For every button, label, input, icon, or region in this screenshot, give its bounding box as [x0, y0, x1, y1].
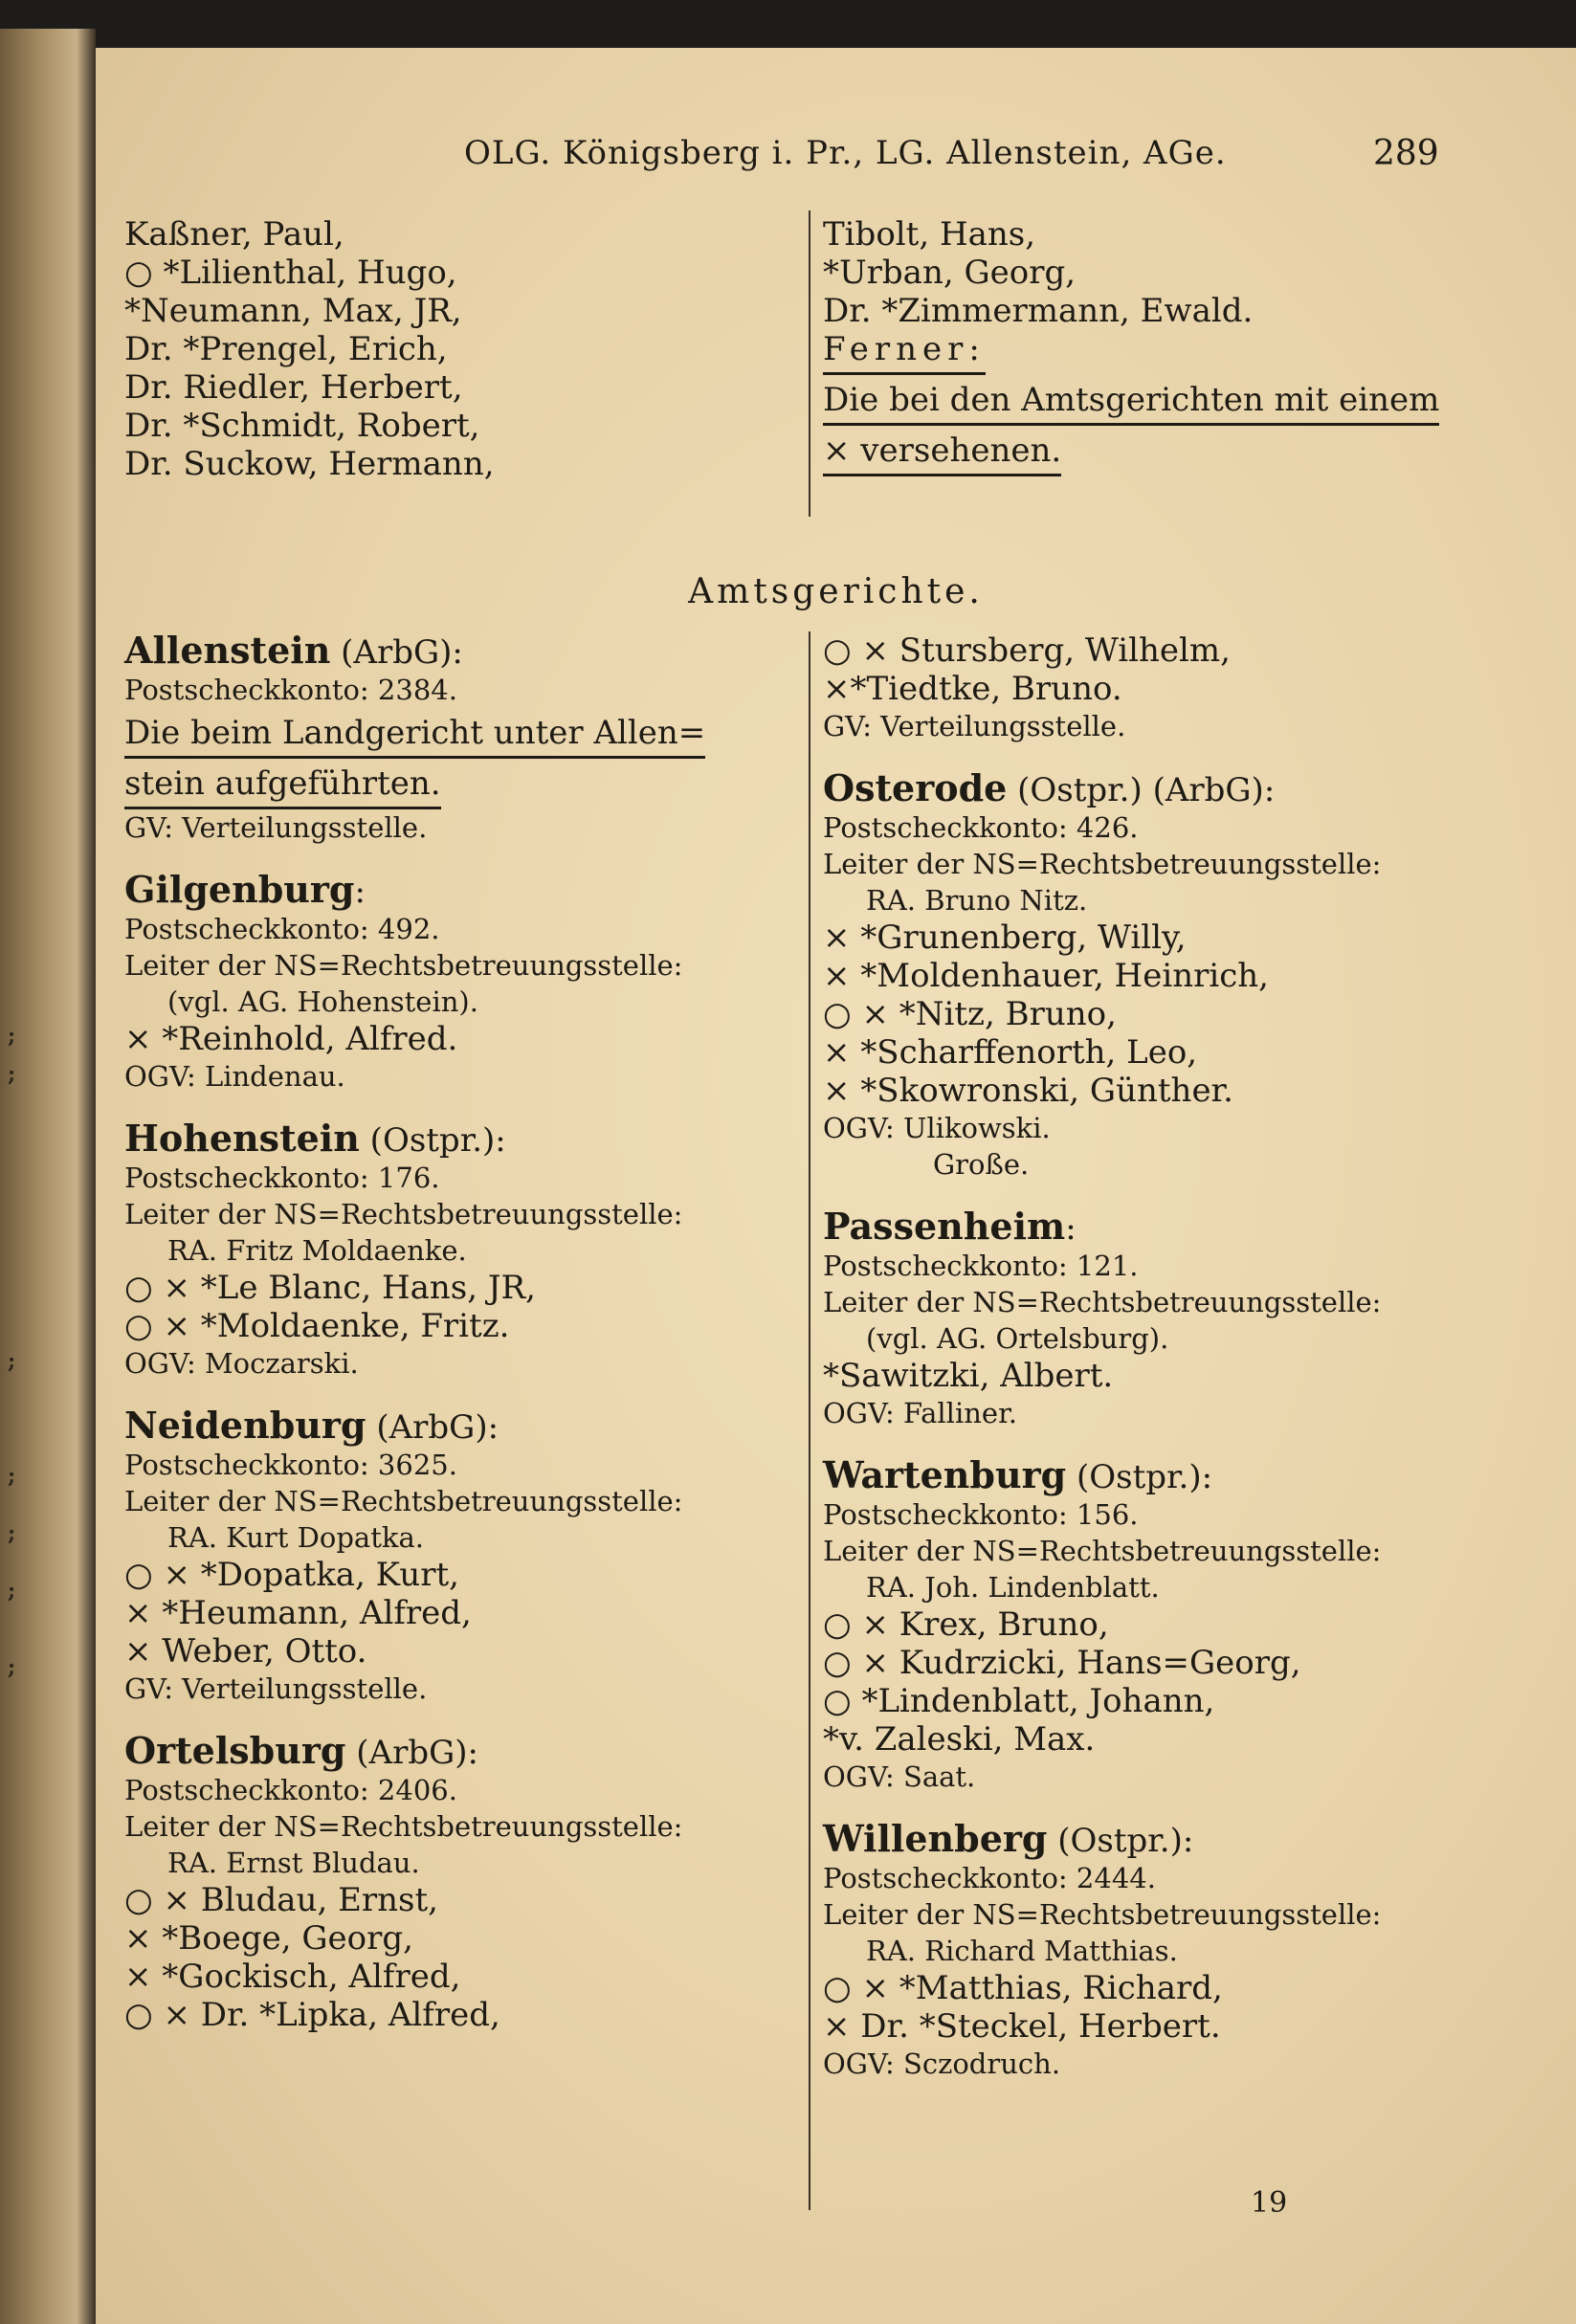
- ogv: OGV: Moczarski.: [124, 1347, 359, 1380]
- member: ○ × *Le Blanc, Hans, JR,: [124, 1269, 536, 1307]
- leiter: Leiter der NS=Rechtsbetreuungsstelle:: [124, 1198, 683, 1230]
- document-page: [96, 48, 1576, 2324]
- book-spine: [0, 29, 96, 2324]
- list-item: Dr. *Zimmermann, Ewald.: [823, 292, 1254, 330]
- leiter: Leiter der NS=Rechtsbetreuungsstelle:: [124, 1810, 683, 1843]
- list-item: Dr. Suckow, Hermann,: [124, 445, 495, 483]
- column-divider: [809, 210, 810, 517]
- court-name: Wartenburg: [823, 1453, 1067, 1496]
- konto: Postscheckkonto: 176.: [124, 1162, 440, 1194]
- leiter: Leiter der NS=Rechtsbetreuungsstelle:: [823, 1286, 1382, 1318]
- list-item: Kaßner, Paul,: [124, 215, 344, 254]
- note-text: Die bei den Amtsgerichten mit einem: [823, 381, 1439, 426]
- court-suffix: (Ostpr.):: [359, 1121, 506, 1160]
- ferner-text: Ferner:: [823, 330, 986, 375]
- court-name: Ortelsburg: [124, 1729, 346, 1772]
- header-title: OLG. Königsberg i. Pr., LG. Allenstein, AGe.: [464, 134, 1227, 172]
- note-line: [823, 381, 1493, 426]
- member: ○ × Bludau, Ernst,: [124, 1881, 438, 1919]
- court-entry-neidenburg: [124, 1406, 799, 1707]
- page-header: [96, 134, 1576, 182]
- court-name: Allenstein: [124, 629, 331, 672]
- list-item: Dr. *Prengel, Erich,: [124, 330, 448, 368]
- member: ×*Tiedtke, Bruno.: [823, 670, 1122, 708]
- left-column: [124, 631, 799, 2059]
- list-item: *Neumann, Max, JR,: [124, 292, 462, 330]
- leiter: Leiter der NS=Rechtsbetreuungsstelle:: [823, 1898, 1382, 1931]
- ferner-label: [823, 330, 1493, 375]
- court-entry-gilgenburg: [124, 868, 799, 1095]
- member: ○ × *Matthias, Richard,: [823, 1969, 1223, 2007]
- court-suffix: (ArbG):: [366, 1408, 499, 1447]
- member: ○ × Krex, Bruno,: [823, 1605, 1109, 1644]
- konto: Postscheckkonto: 2384.: [124, 674, 457, 706]
- member: × *Gockisch, Alfred,: [124, 1958, 461, 1996]
- court-suffix: (ArbG):: [345, 1734, 479, 1772]
- member: ○ × Stursberg, Wilhelm,: [823, 631, 1231, 670]
- spine-mark: ;: [8, 1655, 16, 1680]
- ogv: OGV: Sczodruch.: [823, 2047, 1061, 2080]
- ogv-2: Große.: [933, 1148, 1030, 1181]
- court-entry-passenheim: [823, 1207, 1512, 1431]
- court-name: Osterode: [823, 766, 1008, 809]
- page-number: 289: [1373, 134, 1439, 173]
- leiter: Leiter der NS=Rechtsbetreuungsstelle:: [823, 1535, 1382, 1567]
- member: *v. Zaleski, Max.: [823, 1720, 1096, 1759]
- court-suffix: (Ostpr.):: [1066, 1458, 1213, 1496]
- leiter-name: (vgl. AG. Ortelsburg).: [866, 1322, 1169, 1355]
- member: ○ × *Dopatka, Kurt,: [124, 1556, 459, 1594]
- konto: Postscheckkonto: 3625.: [124, 1449, 457, 1481]
- member: × *Reinhold, Alfred.: [124, 1020, 458, 1058]
- spine-mark: ;: [8, 1464, 16, 1489]
- note-text: × versehenen.: [823, 432, 1061, 476]
- top-left-list: [124, 215, 794, 483]
- leiter-name: RA. Richard Matthias.: [866, 1935, 1178, 1967]
- court-entry-ortelsburg: [124, 1729, 799, 2034]
- leiter-name: RA. Fritz Moldaenke.: [167, 1234, 467, 1267]
- right-column: [823, 631, 1512, 2107]
- ogv: OGV: Falliner.: [823, 1397, 1017, 1429]
- list-item: Dr. *Schmidt, Robert,: [124, 407, 480, 445]
- note-text: stein aufgeführten.: [124, 764, 441, 809]
- konto: Postscheckkonto: 156.: [823, 1498, 1139, 1531]
- member: ○ × *Moldaenke, Fritz.: [124, 1307, 510, 1345]
- member: *Sawitzki, Albert.: [823, 1357, 1114, 1395]
- court-name: Passenheim: [823, 1205, 1066, 1248]
- gv: GV: Verteilungsstelle.: [124, 811, 428, 844]
- court-entry-ortelsburg-continued: [823, 631, 1512, 744]
- court-name: Willenberg: [823, 1817, 1048, 1860]
- court-suffix: (ArbG):: [330, 633, 463, 672]
- court-name: Gilgenburg: [124, 868, 355, 911]
- leiter-name: RA. Bruno Nitz.: [866, 884, 1088, 917]
- spine-mark: ;: [8, 1062, 16, 1087]
- court-entry-osterode: [823, 766, 1512, 1183]
- court-entry-hohenstein: [124, 1119, 799, 1382]
- leiter: Leiter der NS=Rechtsbetreuungsstelle:: [124, 1485, 683, 1517]
- leiter-name: RA. Joh. Lindenblatt.: [866, 1571, 1160, 1604]
- konto: Postscheckkonto: 121.: [823, 1250, 1139, 1282]
- konto: Postscheckkonto: 2406.: [124, 1774, 457, 1806]
- section-title: Amtsgerichte.: [688, 572, 984, 611]
- court-entry-allenstein: [124, 631, 799, 846]
- spine-mark: ;: [8, 1024, 16, 1049]
- member: × *Moldenhauer, Heinrich,: [823, 957, 1269, 995]
- court-suffix: (Ostpr.):: [1047, 1822, 1194, 1860]
- leiter-name: (vgl. AG. Hohenstein).: [167, 985, 478, 1018]
- court-suffix: (Ostpr.) (ArbG):: [1007, 771, 1276, 809]
- leiter-name: RA. Ernst Bludau.: [167, 1847, 420, 1879]
- member: ○ *Lindenblatt, Johann,: [823, 1682, 1215, 1720]
- ogv: OGV: Ulikowski.: [823, 1112, 1051, 1144]
- leiter-name: RA. Kurt Dopatka.: [167, 1521, 424, 1554]
- spine-mark: ;: [8, 1579, 16, 1604]
- spine-mark: ;: [8, 1349, 16, 1374]
- court-entry-willenberg: [823, 1817, 1512, 2082]
- top-right-list: [823, 215, 1493, 476]
- konto: Postscheckkonto: 492.: [124, 913, 440, 945]
- konto: Postscheckkonto: 426.: [823, 811, 1139, 844]
- member: × *Heumann, Alfred,: [124, 1594, 472, 1632]
- member: × *Scharffenorth, Leo,: [823, 1033, 1198, 1072]
- gv: GV: Verteilungsstelle.: [823, 710, 1126, 742]
- list-item: ○ *Lilienthal, Hugo,: [124, 254, 457, 292]
- court-suffix: :: [354, 873, 366, 911]
- member: × Dr. *Steckel, Herbert.: [823, 2007, 1221, 2046]
- ogv: OGV: Saat.: [823, 1760, 976, 1793]
- member: × *Skowronski, Günther.: [823, 1072, 1233, 1110]
- ogv: OGV: Lindenau.: [124, 1060, 345, 1093]
- spine-mark: ;: [8, 1521, 16, 1546]
- note-line: [823, 432, 1493, 476]
- member: × Weber, Otto.: [124, 1632, 367, 1671]
- note-text: Die beim Landgericht unter Allen=: [124, 714, 705, 759]
- member: ○ × Kudrzicki, Hans=Georg,: [823, 1644, 1301, 1682]
- konto: Postscheckkonto: 2444.: [823, 1862, 1156, 1894]
- signature-mark: 19: [1251, 2186, 1288, 2220]
- list-item: *Urban, Georg,: [823, 254, 1077, 292]
- list-item: Tibolt, Hans,: [823, 215, 1036, 254]
- member: ○ × Dr. *Lipka, Alfred,: [124, 1996, 500, 2034]
- column-divider: [809, 631, 810, 2210]
- list-item: Dr. Riedler, Herbert,: [124, 368, 463, 407]
- court-name: Neidenburg: [124, 1404, 366, 1447]
- court-name: Hohenstein: [124, 1117, 360, 1160]
- member: × *Grunenberg, Willy,: [823, 919, 1187, 957]
- leiter: Leiter der NS=Rechtsbetreuungsstelle:: [823, 848, 1382, 880]
- court-suffix: :: [1065, 1209, 1077, 1248]
- member: ○ × *Nitz, Bruno,: [823, 995, 1117, 1033]
- leiter: Leiter der NS=Rechtsbetreuungsstelle:: [124, 949, 683, 982]
- court-entry-wartenburg: [823, 1453, 1512, 1795]
- member: × *Boege, Georg,: [124, 1919, 413, 1958]
- ogv: GV: Verteilungsstelle.: [124, 1672, 428, 1705]
